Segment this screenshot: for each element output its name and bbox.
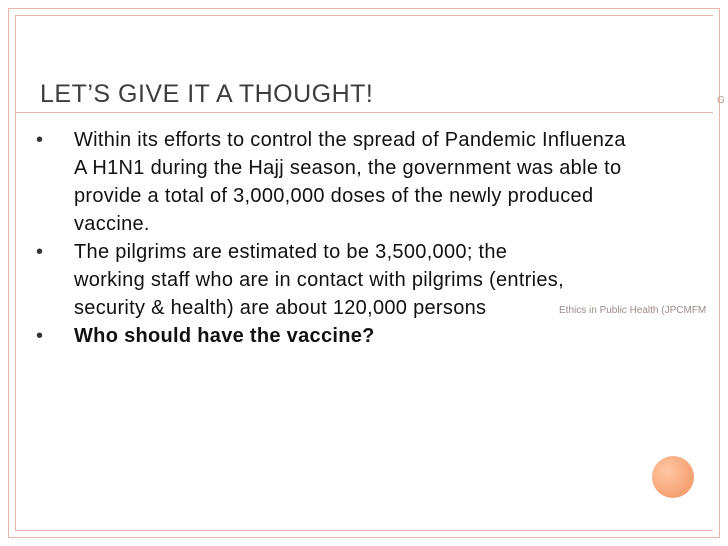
bullet-item: [36, 126, 636, 238]
slide-title: LET’S GIVE IT A THOUGHT!: [40, 80, 374, 108]
bullet-item: [36, 238, 636, 322]
footer-text: Ethics in Public Health (JPCMFM: [559, 305, 707, 316]
corner-text: G: [717, 95, 725, 106]
bullet-icon: •: [36, 129, 44, 151]
bullet-text: Within its efforts to control the spread of Pandemic Influenza A H1N1 during the Hajj season, the government was able to provide a total of 3,000,000 doses of the newly produced vaccine.: [74, 129, 626, 235]
bullet-list: [36, 126, 636, 350]
bullet-text: The pilgrims are estimated to be 3,500,000; the working staff who are in contact with pilgrims (entries, security & health) are about 120,000 persons: [74, 241, 564, 319]
bullet-icon: •: [36, 325, 44, 347]
decorative-circle: [652, 456, 694, 498]
bullet-item: [36, 322, 636, 350]
bullet-icon: •: [36, 241, 44, 263]
title-divider-line: [15, 112, 713, 113]
bullet-text-question: Who should have the vaccine?: [74, 325, 375, 347]
